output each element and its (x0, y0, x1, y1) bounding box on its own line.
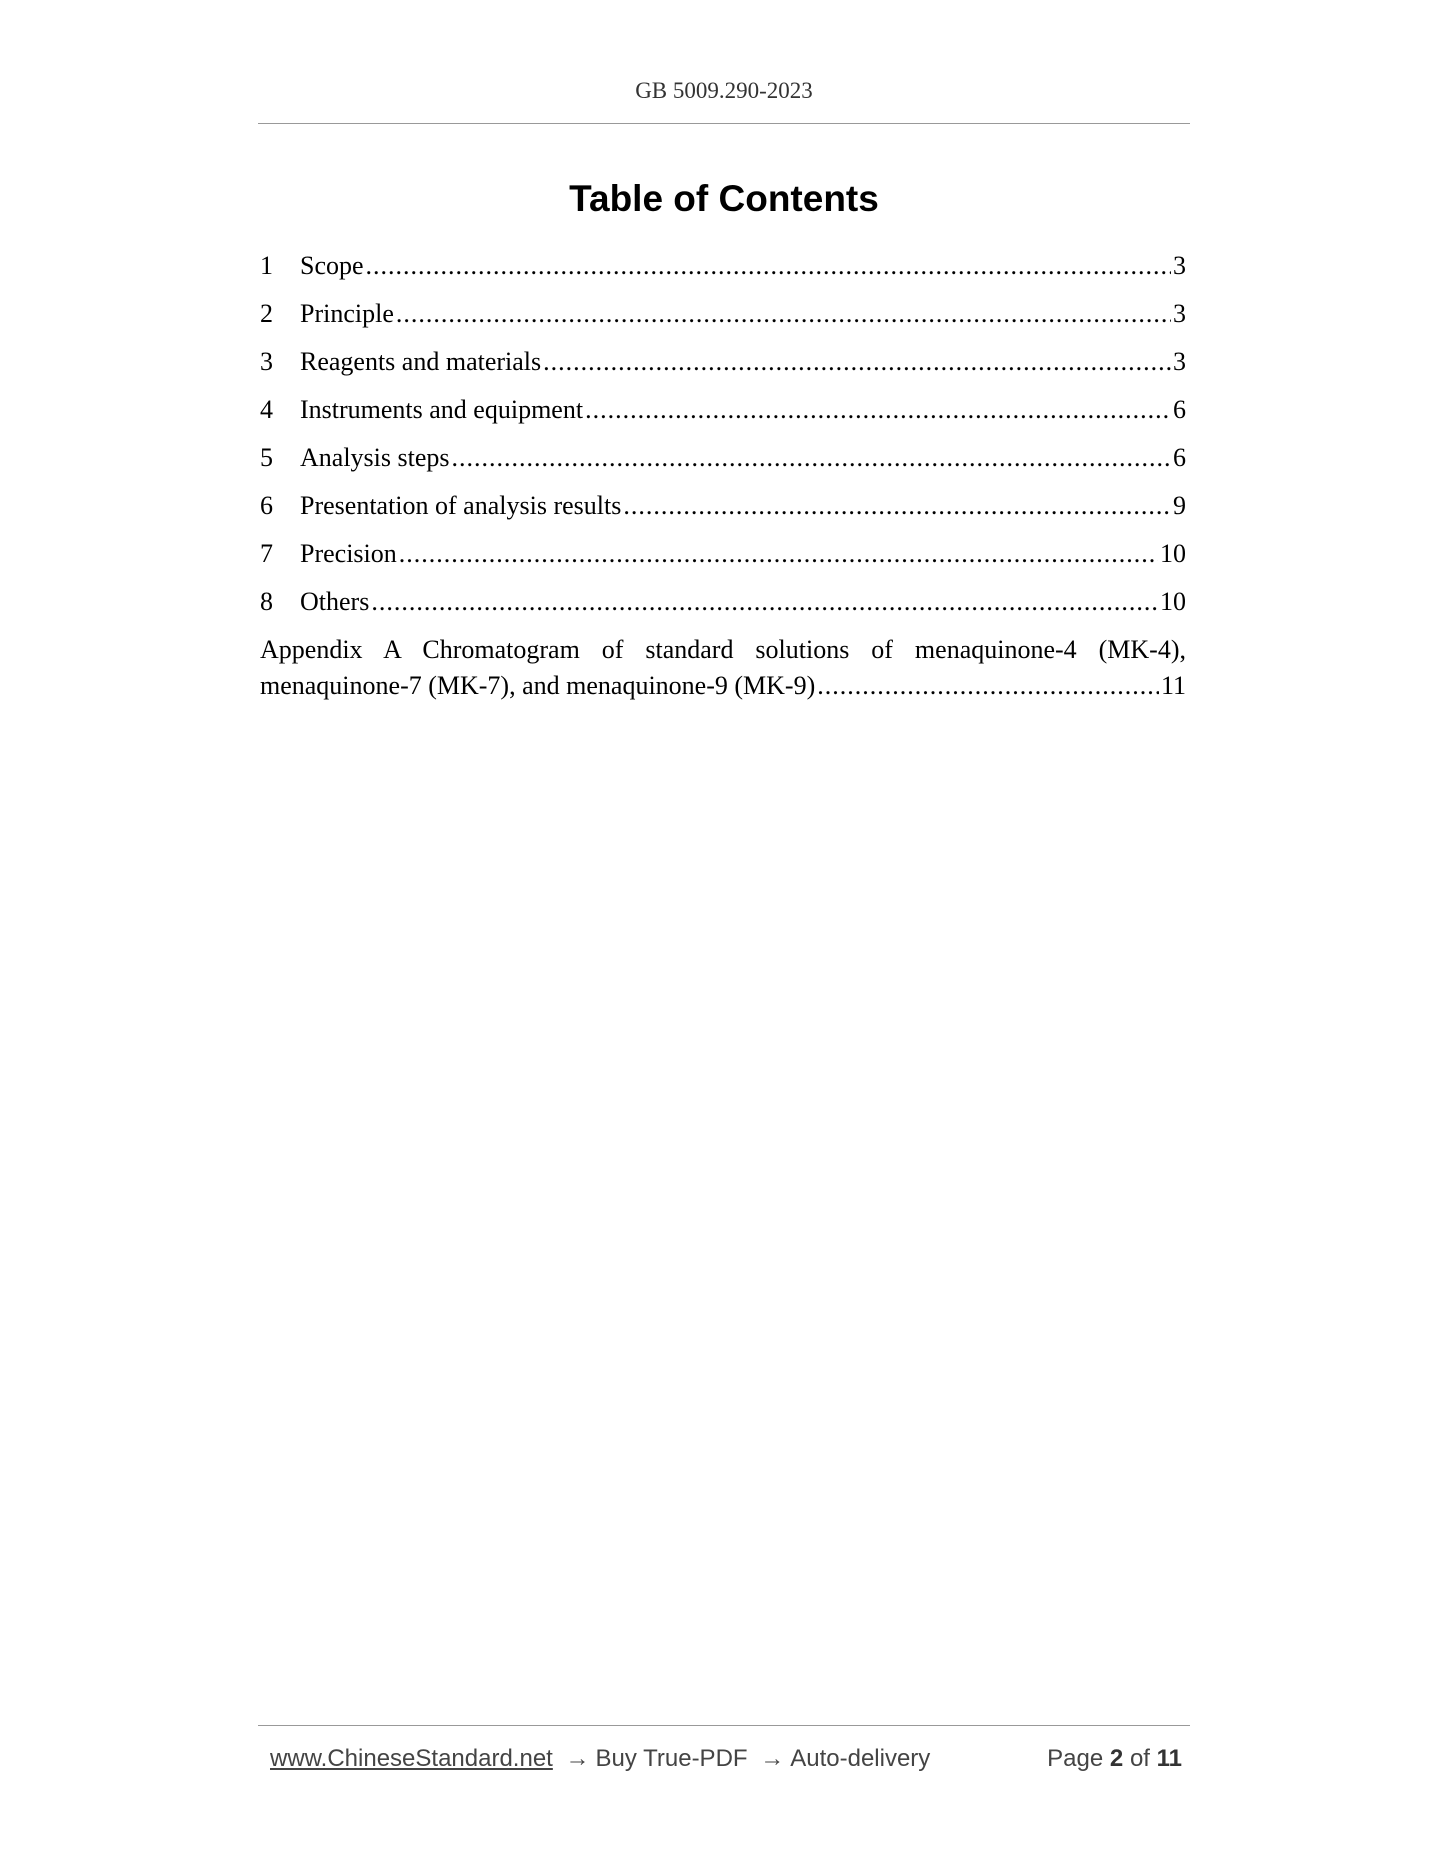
toc-entry-3[interactable] (260, 344, 1186, 392)
toc-entry-label: Reagents and materials (300, 347, 542, 376)
dot-leader (452, 440, 1172, 476)
arrow-right-icon: → (760, 1745, 785, 1772)
toc-entry-number: 1 (260, 251, 273, 280)
toc-entry-page: 3 (1173, 299, 1186, 328)
toc-entry-5[interactable] (260, 440, 1186, 488)
toc-entry-page: 10 (1160, 587, 1186, 616)
dot-leader (371, 584, 1158, 620)
dot-leader (817, 668, 1159, 704)
toc-entry-page: 6 (1173, 395, 1186, 424)
appendix-title-line-1: Appendix A Chromatogram of standard solutions of menaquinone-4 (MK-4), (260, 635, 1186, 664)
header-divider (258, 123, 1190, 124)
table-of-contents (260, 248, 1186, 704)
page-label: Page (1047, 1745, 1104, 1772)
footer-promo (270, 1745, 930, 1773)
toc-entry-6[interactable] (260, 488, 1186, 536)
total-page-count: 11 (1156, 1745, 1182, 1772)
page-footer (270, 1745, 1182, 1773)
dot-leader (399, 536, 1158, 572)
current-page-number: 2 (1109, 1745, 1124, 1772)
toc-entry-number: 4 (260, 395, 273, 424)
dot-leader (585, 392, 1171, 428)
toc-entry-label: Instruments and equipment (300, 395, 584, 424)
toc-entry-number: 6 (260, 491, 273, 520)
toc-entry-label: Analysis steps (300, 443, 450, 472)
dot-leader (366, 248, 1171, 284)
dot-leader (543, 344, 1171, 380)
toc-entry-8[interactable] (260, 584, 1186, 632)
appendix-title-line-2: menaquinone-7 (MK-7), and menaquinone-9 (MK-9) (260, 671, 816, 700)
page-title: Table of Contents (569, 178, 879, 219)
buy-pdf-text: Buy True-PDF (595, 1745, 748, 1772)
toc-entry-number: 3 (260, 347, 273, 376)
page-of-label: of (1129, 1745, 1150, 1772)
toc-entry-1[interactable] (260, 248, 1186, 296)
toc-entry-number: 7 (260, 539, 273, 568)
toc-entry-label: Presentation of analysis results (300, 491, 622, 520)
document-header: GB 5009.290-2023 (635, 78, 813, 103)
toc-entry-4[interactable] (260, 392, 1186, 440)
toc-entry-label: Principle (300, 299, 394, 328)
website-link[interactable]: www.ChineseStandard.net (270, 1745, 553, 1772)
toc-entry-number: 5 (260, 443, 273, 472)
toc-entry-label: Others (300, 587, 370, 616)
toc-entry-page: 9 (1173, 491, 1186, 520)
toc-entry-appendix-a[interactable] (260, 632, 1186, 704)
toc-entry-number: 2 (260, 299, 273, 328)
toc-entry-7[interactable] (260, 536, 1186, 584)
toc-entry-page: 10 (1160, 539, 1186, 568)
toc-entry-label: Scope (300, 251, 364, 280)
auto-delivery-text: Auto-delivery (790, 1745, 931, 1772)
dot-leader (396, 296, 1171, 332)
dot-leader (623, 488, 1171, 524)
toc-entry-page: 3 (1173, 251, 1186, 280)
toc-entry-page: 6 (1173, 443, 1186, 472)
toc-entry-label: Precision (300, 539, 397, 568)
toc-entry-number: 8 (260, 587, 273, 616)
toc-entry-2[interactable] (260, 296, 1186, 344)
arrow-right-icon: → (565, 1745, 590, 1772)
footer-divider (258, 1725, 1190, 1726)
toc-entry-page: 3 (1173, 347, 1186, 376)
toc-entry-page: 11 (1160, 671, 1186, 700)
page-indicator (1047, 1745, 1182, 1773)
